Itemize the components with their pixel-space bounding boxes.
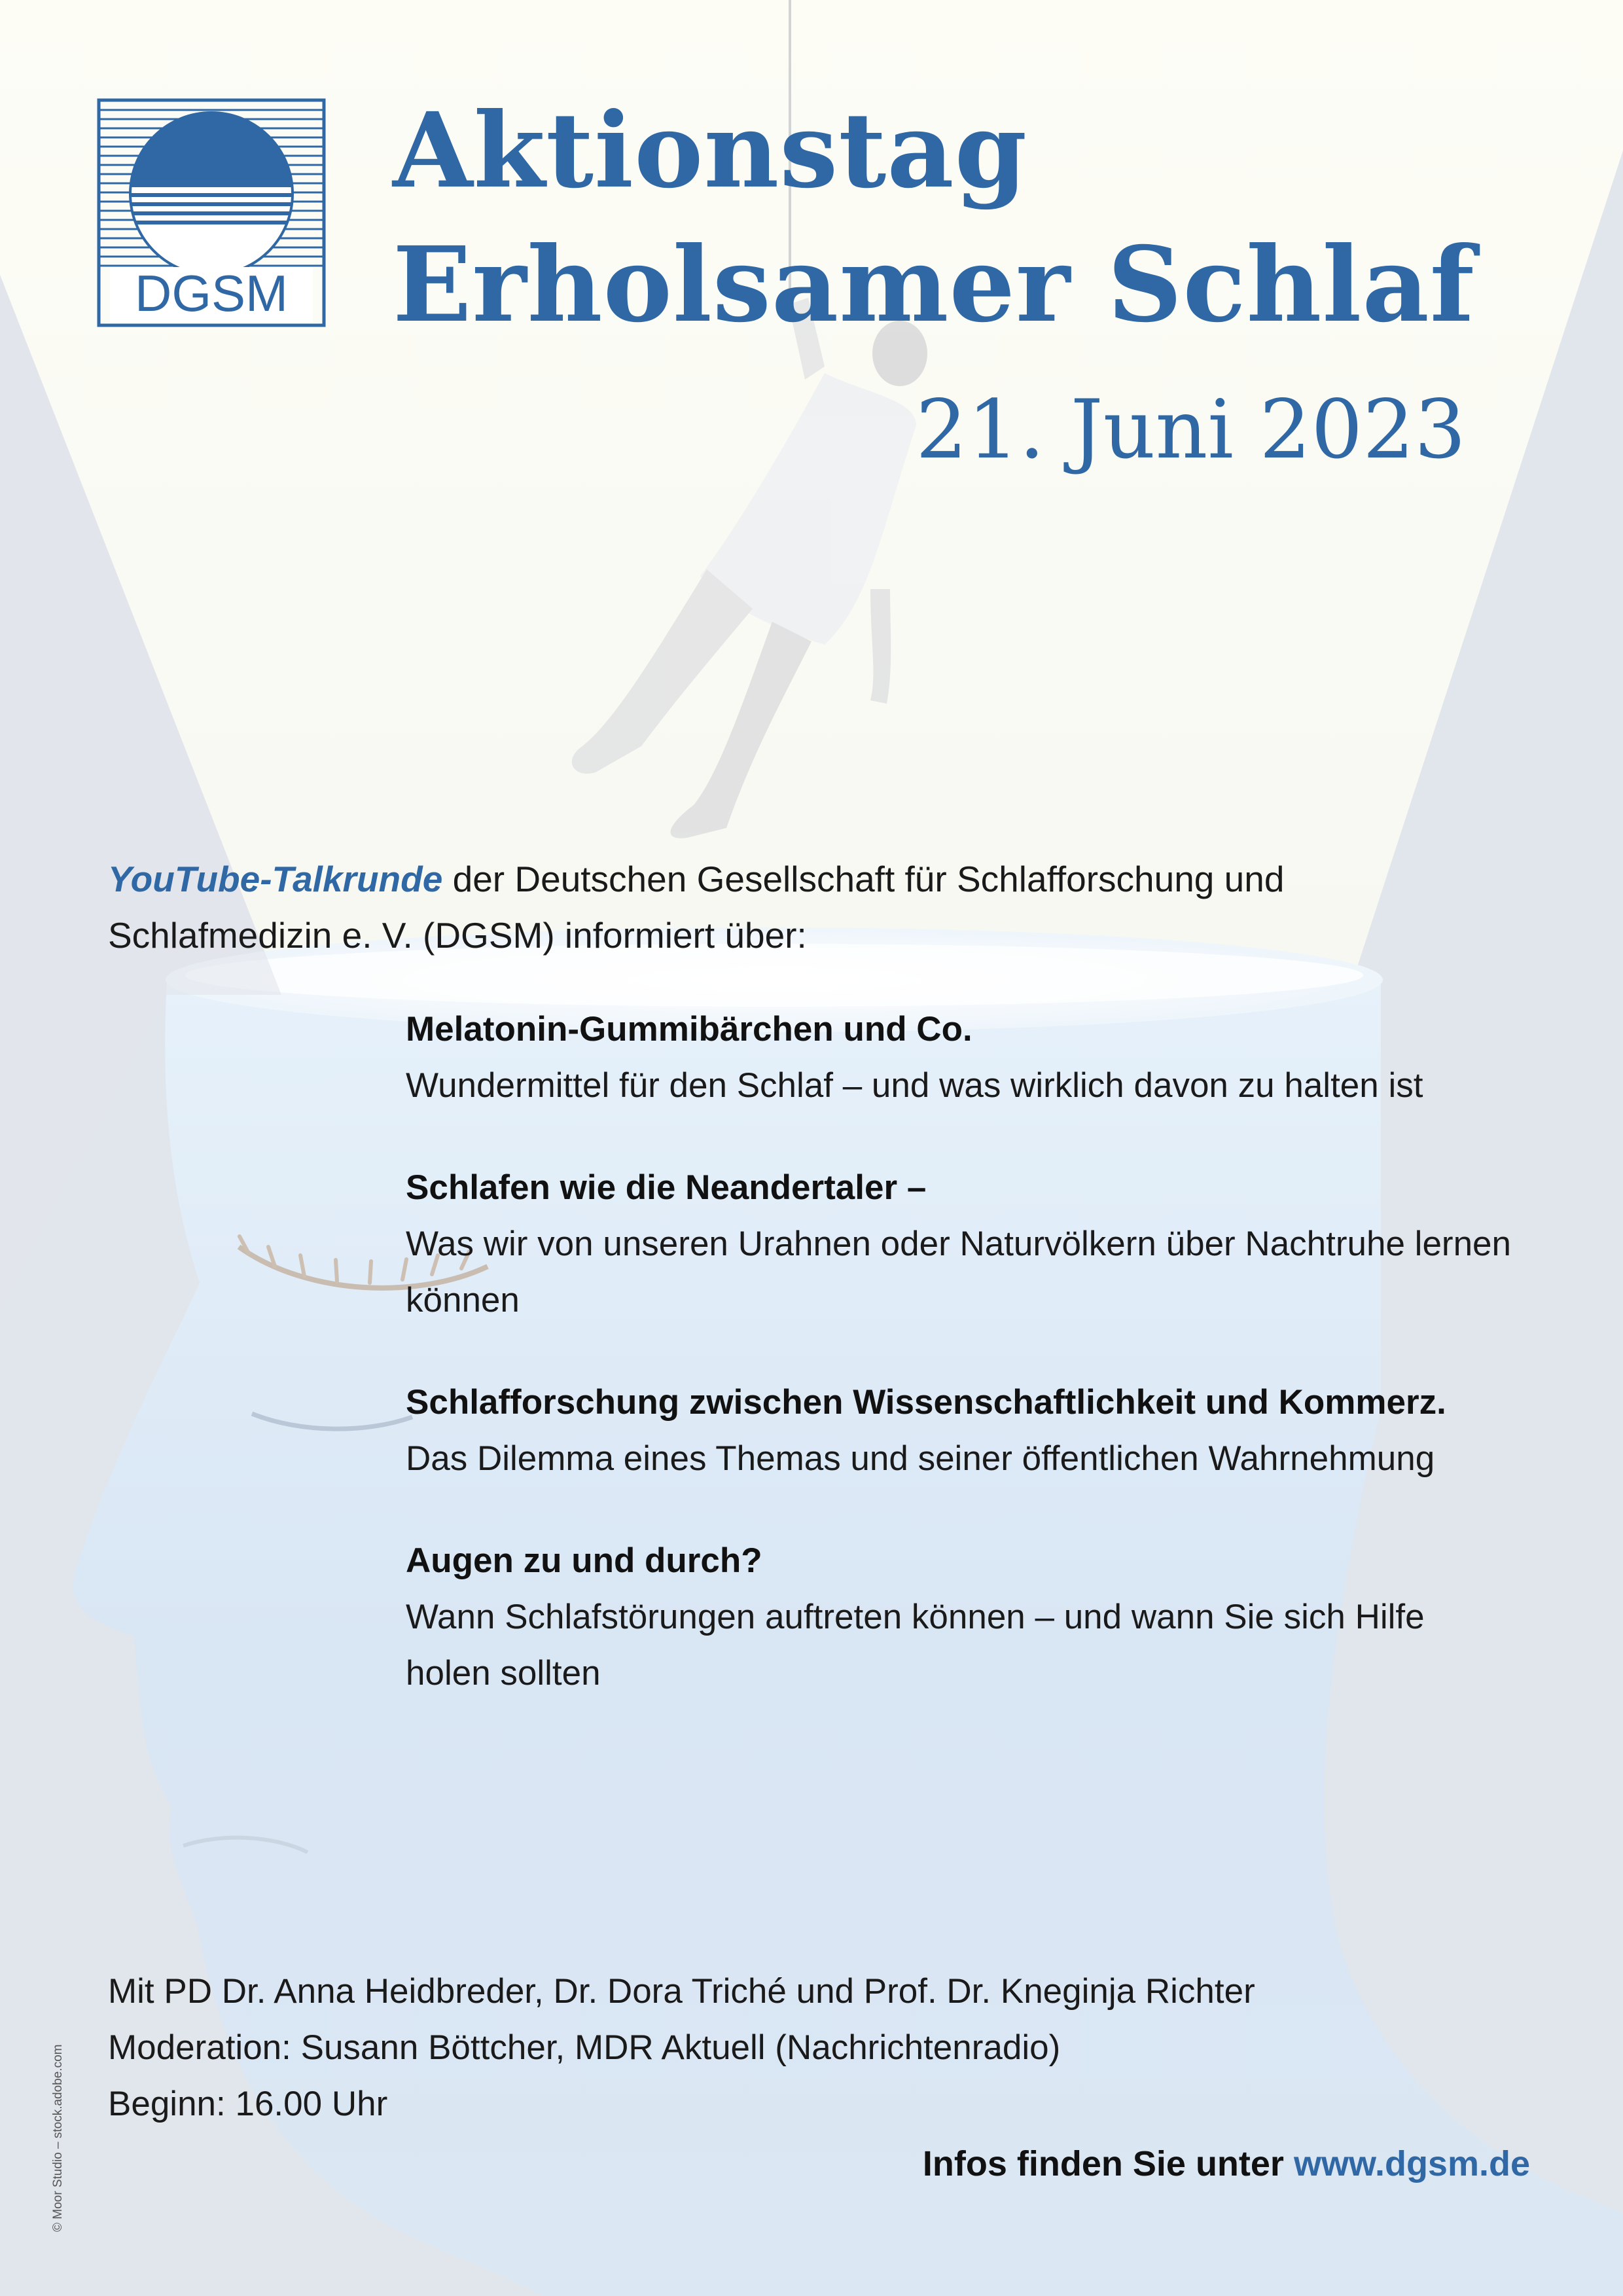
topic-description: Was wir von unseren Urahnen oder Naturvölkern über Nachtruhe lernen können <box>406 1225 1512 1319</box>
topic-description: Wundermittel für den Schlaf – und was wirklich davon zu halten ist <box>406 1066 1423 1105</box>
topic-description: Wann Schlafstörungen auftreten können – und wann Sie sich Hilfe holen sollten <box>406 1598 1425 1693</box>
topics-list <box>406 1001 1518 1748</box>
credits <box>108 1964 1255 2132</box>
topic-item <box>406 1533 1518 1702</box>
title-line-2: Erholsamer Schlaf <box>393 224 1475 346</box>
speakers-line: Mit PD Dr. Anna Heidbreder, Dr. Dora Triché und Prof. Dr. Kneginja Richter <box>108 1972 1255 2011</box>
moderation-line: Moderation: Susann Böttcher, MDR Aktuell (Nachrichtenradio) <box>108 2028 1061 2067</box>
intro-paragraph <box>108 851 1515 963</box>
intro-text: der Deutschen Gesellschaft für Schlafforschung und Schlafmedizin e. V. (DGSM) informiert über: <box>108 859 1285 956</box>
topic-item <box>406 1374 1518 1487</box>
topic-title: Melatonin-Gummibärchen und Co. <box>406 1010 972 1049</box>
infos-label: Infos finden Sie unter <box>922 2144 1294 2183</box>
topic-title: Schlafen wie die Neandertaler – <box>406 1168 927 1207</box>
logo-text: DGSM <box>135 264 288 322</box>
info-footer <box>923 2144 1530 2184</box>
topic-item <box>406 1160 1518 1329</box>
image-copyright: © Moor Studio – stock.adobe.com <box>51 2044 65 2232</box>
topic-title: Schlafforschung zwischen Wissenschaftlichkeit und Kommerz. <box>406 1383 1446 1422</box>
dgsm-logo <box>97 98 326 327</box>
page-title <box>393 84 1475 352</box>
title-line-1: Aktionstag <box>393 90 1028 211</box>
topic-description: Das Dilemma eines Themas und seiner öffentlichen Wahrnehmung <box>406 1439 1435 1478</box>
topic-title: Augen zu und durch? <box>406 1541 762 1580</box>
start-time-line: Beginn: 16.00 Uhr <box>108 2085 388 2123</box>
topic-item <box>406 1001 1518 1114</box>
youtube-talk-label: YouTube-Talkrunde <box>108 859 443 899</box>
event-date: 21. Juni 2023 <box>916 383 1466 477</box>
website-link[interactable]: www.dgsm.de <box>1293 2144 1530 2183</box>
